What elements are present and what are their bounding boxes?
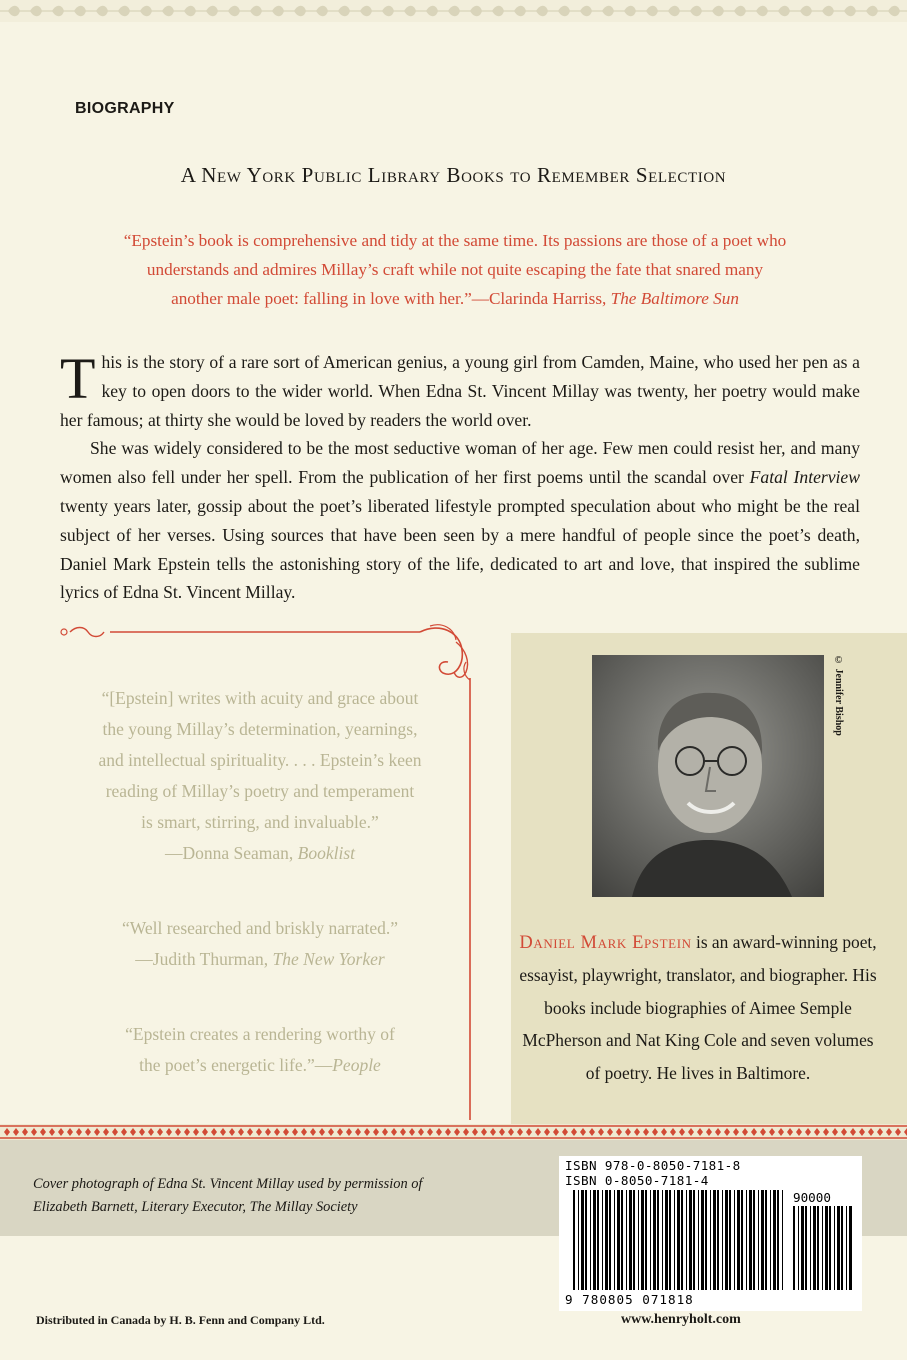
barcode-bar bbox=[665, 1190, 668, 1290]
barcode-bar bbox=[773, 1190, 776, 1290]
top-ornament-border bbox=[0, 0, 907, 22]
barcode-bar bbox=[602, 1190, 603, 1290]
barcode-bar bbox=[749, 1190, 752, 1290]
barcode-bar bbox=[810, 1206, 811, 1290]
barcode-bar bbox=[805, 1206, 807, 1290]
barcode-bar bbox=[693, 1190, 695, 1290]
barcode-bar bbox=[686, 1190, 687, 1290]
barcode-bar bbox=[793, 1206, 795, 1290]
barcode-bar bbox=[617, 1190, 620, 1290]
review-booklist bbox=[60, 683, 460, 869]
review-line: “Epstein creates a rendering worthy of bbox=[125, 1024, 395, 1044]
review-attribution bbox=[60, 838, 460, 869]
review-source: People bbox=[332, 1055, 381, 1075]
barcode-bar bbox=[590, 1190, 591, 1290]
barcode-bar bbox=[829, 1206, 831, 1290]
lead-quote-attribution: another male poet: falling in love with her.”—Clarinda Harriss, bbox=[171, 289, 611, 308]
barcode-bar bbox=[593, 1190, 596, 1290]
barcode-bar bbox=[722, 1190, 723, 1290]
barcode-bar bbox=[614, 1190, 615, 1290]
price-code: 90000 bbox=[793, 1190, 831, 1205]
category-label: BIOGRAPHY bbox=[75, 100, 175, 117]
author-bio bbox=[518, 926, 878, 1089]
barcode-bar bbox=[578, 1190, 579, 1290]
barcode-bar bbox=[689, 1190, 692, 1290]
barcode-bar bbox=[609, 1190, 611, 1290]
review-attribution bbox=[60, 1050, 460, 1081]
barcode-bar bbox=[633, 1190, 635, 1290]
barcode-bar bbox=[741, 1190, 743, 1290]
distribution-note: Distributed in Canada by H. B. Fenn and Company Ltd. bbox=[36, 1313, 325, 1327]
description-text: She was widely considered to be the most seductive woman of her age. Few men could resist her, and many women also fell under her spell. From the publication of her first poems until the scandal over bbox=[60, 438, 860, 488]
lead-quote-line: understands and admires Millay’s craft while not quite escaping the fate that snared many bbox=[146, 260, 764, 279]
author-name: Daniel Mark Epstein bbox=[519, 933, 692, 953]
barcode-bar bbox=[725, 1190, 728, 1290]
barcode-bar bbox=[758, 1190, 759, 1290]
barcode-bar bbox=[777, 1190, 779, 1290]
barcode-bar bbox=[813, 1206, 816, 1290]
barcode-bar bbox=[761, 1190, 764, 1290]
barcode-bar bbox=[626, 1190, 627, 1290]
barcode-bar bbox=[841, 1206, 843, 1290]
drop-cap: T bbox=[60, 346, 96, 411]
barcode-bar bbox=[621, 1190, 623, 1290]
photo-credit: © Jennifer Bishop bbox=[833, 655, 844, 736]
barcode-bar bbox=[753, 1190, 755, 1290]
barcode-bar bbox=[713, 1190, 716, 1290]
barcode-bar bbox=[662, 1190, 663, 1290]
review-line: the young Millay’s determination, yearnings, bbox=[102, 719, 418, 739]
barcode-bar bbox=[677, 1190, 680, 1290]
cover-photo-credit bbox=[33, 1173, 533, 1219]
barcode-bar bbox=[765, 1190, 767, 1290]
barcode-bar bbox=[798, 1206, 799, 1290]
description-text: his is the story of a rare sort of American genius, a young girl from Camden, Maine, who used her pen as a key to open doors to the wider world. When Edna St. Vincent Millay was twenty, her poetry would make her famous; at thirty she would be loved by readers the world over. bbox=[60, 352, 860, 430]
barcode-bar bbox=[801, 1206, 804, 1290]
isbn-10: ISBN 0-8050-7181-4 bbox=[565, 1173, 709, 1188]
review-line: and intellectual spirituality. . . . Epstein’s keen bbox=[98, 750, 422, 770]
review-new-yorker bbox=[60, 913, 460, 975]
lead-quote-publication: The Baltimore Sun bbox=[610, 289, 739, 308]
barcode-bar bbox=[737, 1190, 740, 1290]
lead-quote-line: “Epstein’s book is comprehensive and tidy at the same time. Its passions are those of a poet who bbox=[123, 231, 787, 250]
barcode-bar bbox=[645, 1190, 647, 1290]
review-people bbox=[60, 1019, 460, 1081]
barcode-bar bbox=[734, 1190, 735, 1290]
selection-banner: A New York Public Library Books to Remember Selection bbox=[180, 163, 727, 187]
barcode-bar bbox=[705, 1190, 707, 1290]
barcode-bar bbox=[846, 1206, 847, 1290]
barcode-bar bbox=[837, 1206, 840, 1290]
barcode-bar bbox=[701, 1190, 704, 1290]
red-ornament-band bbox=[0, 1124, 907, 1140]
cover-credit-line: Elizabeth Barnett, Literary Executor, The Millay Society bbox=[33, 1199, 358, 1215]
barcode-bar bbox=[849, 1206, 852, 1290]
reviewer-name: —Donna Seaman, bbox=[164, 843, 298, 863]
barcode-bar bbox=[641, 1190, 644, 1290]
review-line: reading of Millay’s poetry and temperament bbox=[105, 781, 415, 801]
barcode-bar bbox=[710, 1190, 711, 1290]
barcode-bar bbox=[825, 1206, 828, 1290]
price-barcode bbox=[793, 1206, 855, 1290]
barcode-bar bbox=[581, 1190, 584, 1290]
review-line: “Well researched and briskly narrated.” bbox=[121, 918, 399, 938]
lead-review-quote bbox=[55, 226, 855, 313]
barcode-number: 9 780805 071818 bbox=[565, 1292, 694, 1307]
isbn-barcode bbox=[573, 1190, 787, 1290]
review-source: The New Yorker bbox=[272, 949, 385, 969]
barcode-bar bbox=[605, 1190, 608, 1290]
barcode-bar bbox=[585, 1190, 587, 1290]
publisher-website: www.henryholt.com bbox=[621, 1312, 741, 1327]
description-paragraph bbox=[60, 348, 860, 434]
barcode-bar bbox=[681, 1190, 683, 1290]
book-title-reference: Fatal Interview bbox=[749, 467, 860, 488]
cover-credit-line: Cover photograph of Edna St. Vincent Millay used by permission of bbox=[33, 1176, 423, 1192]
barcode-bar bbox=[817, 1206, 819, 1290]
barcode-bar bbox=[746, 1190, 747, 1290]
barcode-bar bbox=[669, 1190, 671, 1290]
barcode-bar bbox=[834, 1206, 835, 1290]
barcode-bar bbox=[822, 1206, 823, 1290]
reviewer-name: —Judith Thurman, bbox=[135, 949, 273, 969]
author-bio-text: is an award-winning poet, essayist, playwright, translator, and biographer. His books include biographies of Aimee Semple McPherson and Nat King Cole and seven volumes of poetry. He lives in Baltimore. bbox=[519, 932, 877, 1083]
barcode-bar bbox=[674, 1190, 675, 1290]
description-text: twenty years later, gossip about the poet’s liberated lifestyle prompted speculation about who might be the real subject of her verses. Using sources that have been seen by a mere handful of people since the poet’s death, Daniel Mark Epstein tells the astonishing story of the life, dedicated to art and love, that inspired the sublime lyrics of Edna St. Vincent Millay. bbox=[60, 495, 860, 603]
isbn-13: ISBN 978-0-8050-7181-8 bbox=[565, 1158, 741, 1173]
barcode-bar bbox=[638, 1190, 639, 1290]
review-source: Booklist bbox=[297, 843, 356, 863]
lead-quote-line bbox=[55, 284, 855, 313]
barcode-bar bbox=[650, 1190, 651, 1290]
description-paragraph bbox=[60, 434, 860, 607]
review-line: the poet’s energetic life.”— bbox=[139, 1055, 333, 1075]
barcode-bar bbox=[717, 1190, 719, 1290]
barcode-bar bbox=[653, 1190, 656, 1290]
review-attribution bbox=[60, 944, 460, 975]
review-line: is smart, stirring, and invaluable.” bbox=[141, 812, 379, 832]
book-description bbox=[60, 348, 860, 607]
barcode-bar bbox=[573, 1190, 575, 1290]
barcode-bar bbox=[629, 1190, 632, 1290]
barcode-bar bbox=[782, 1190, 783, 1290]
barcode-bar bbox=[597, 1190, 599, 1290]
author-photo bbox=[592, 655, 824, 897]
barcode-bar bbox=[729, 1190, 731, 1290]
barcode-bar bbox=[657, 1190, 659, 1290]
review-line: “[Epstein] writes with acuity and grace about bbox=[101, 688, 419, 708]
barcode-bar bbox=[770, 1190, 771, 1290]
barcode-bar bbox=[698, 1190, 699, 1290]
